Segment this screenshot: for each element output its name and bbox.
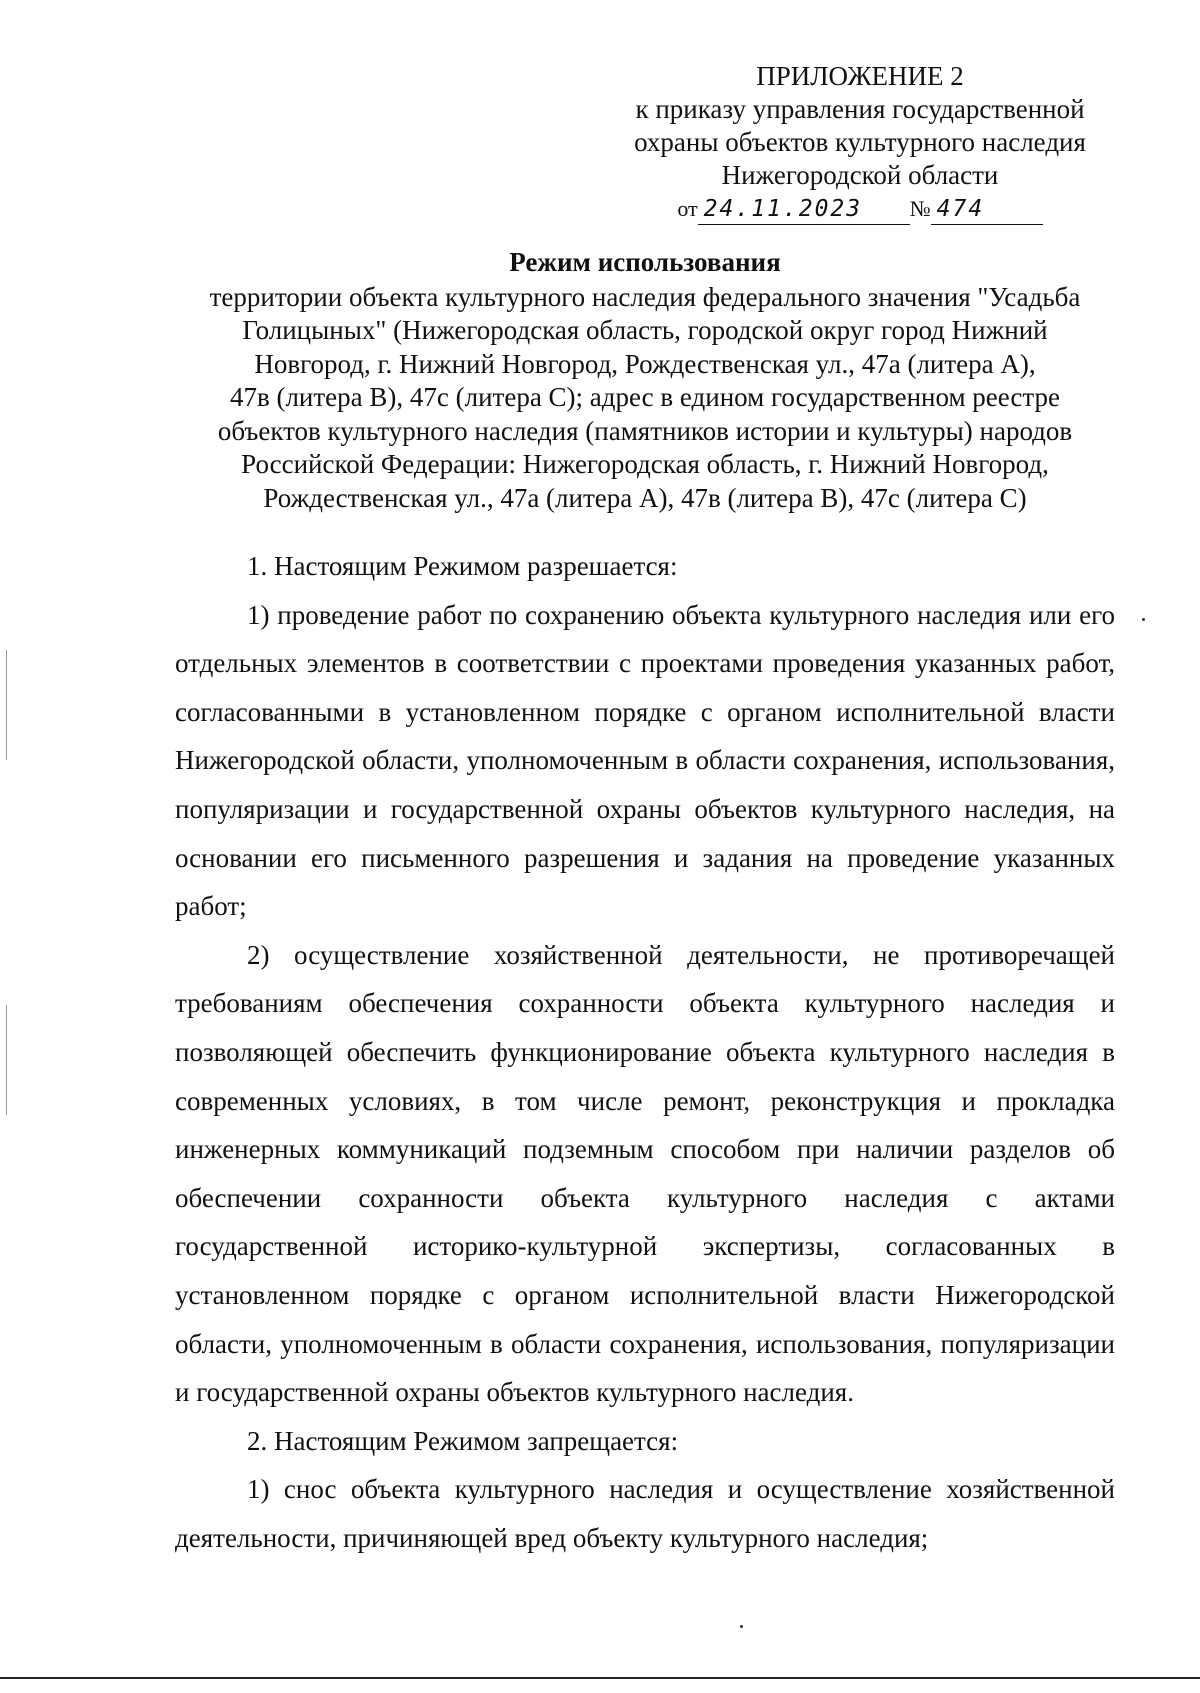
subtitle-line-6: Российской Федерации: Нижегородская область, г. Нижний Новгород, [241,449,1049,479]
document-title-block [120,246,1170,515]
order-number-handwritten: 474 [931,194,1043,225]
order-date-handwritten: 24.11.2023 [698,194,910,225]
appendix-header [600,60,1120,225]
section-2-item-1: 1) снос объекта культурного наследия и осуществление хозяйственной деятельности, причиняющей вред объекту культурного наследия; [175,1474,1115,1553]
order-reference-line-1: к приказу управления государственной [635,94,1085,124]
subtitle-line-5: объектов культурного наследия (памятников истории и культуры) народов [217,415,1073,446]
section-1-heading: 1. Настоящим Режимом разрешается: [247,551,678,581]
appendix-label: ПРИЛОЖЕНИЕ 2 [756,61,964,91]
scan-speck [740,1625,743,1628]
section-2-heading: 2. Настоящим Режимом запрещается: [247,1425,679,1456]
subtitle-line-4: 47в (литера В), 47с (литера С); адрес в едином государственном реестре [229,382,1061,412]
subtitle-line-7: Рождественская ул., 47а (литера А), 47в (литера В), 47с (литера С) [263,482,1027,513]
date-prefix: от [677,196,698,221]
section-1-item-2: 2) осуществление хозяйственной деятельности, не противоречащей требованиям обеспечения сохранности объекта культурного наследия и позволяющей обеспечить функционирование объекта культурного наследия в современных условиях, в том числе ремонт, реконструкция и прокладка инженерных коммуникаций подземным способом при наличии разделов об обеспечении сохранности объекта культурного наследия с актами государственной историко-культурной экспертизы, согласованных в установленном порядке с органом исполнительной власти Нижегородской области, уполномоченным в области сохранения, использования, популяризации и государственной охраны объектов культурного наследия. [175,939,1115,1408]
number-prefix: № [909,196,931,221]
subtitle-line-2: Голицыных" (Нижегородская область, городской округ город Нижний [242,315,1048,345]
subtitle-line-1: территории объекта культурного наследия федерального значения "Усадьба [209,281,1081,312]
scan-speck [1142,618,1145,621]
document-heading: Режим использования [509,247,781,277]
scan-artifact-left-1 [6,650,7,760]
order-reference-line-3: Нижегородской области [721,160,999,190]
scan-bottom-edge [0,1677,1200,1679]
order-reference-line-2: охраны объектов культурного наследия [634,127,1086,157]
scan-artifact-left-2 [6,1005,7,1115]
order-date-number-line [600,194,1120,225]
section-1-item-1: 1) проведение работ по сохранению объекта культурного наследия или его отдельных элементов в соответствии с проектами проведения указанных работ, согласованными в установленном порядке с органом исполнительной власти Нижегородской области, уполномоченным в области сохранения, использования, популяризации и государственной охраны объектов культурного наследия, на основании его письменного разрешения и задания на проведение указанных работ; [175,599,1115,922]
document-body [175,542,1115,1562]
subtitle-line-3: Новгород, г. Нижний Новгород, Рождественская ул., 47а (литера А), [254,348,1036,379]
